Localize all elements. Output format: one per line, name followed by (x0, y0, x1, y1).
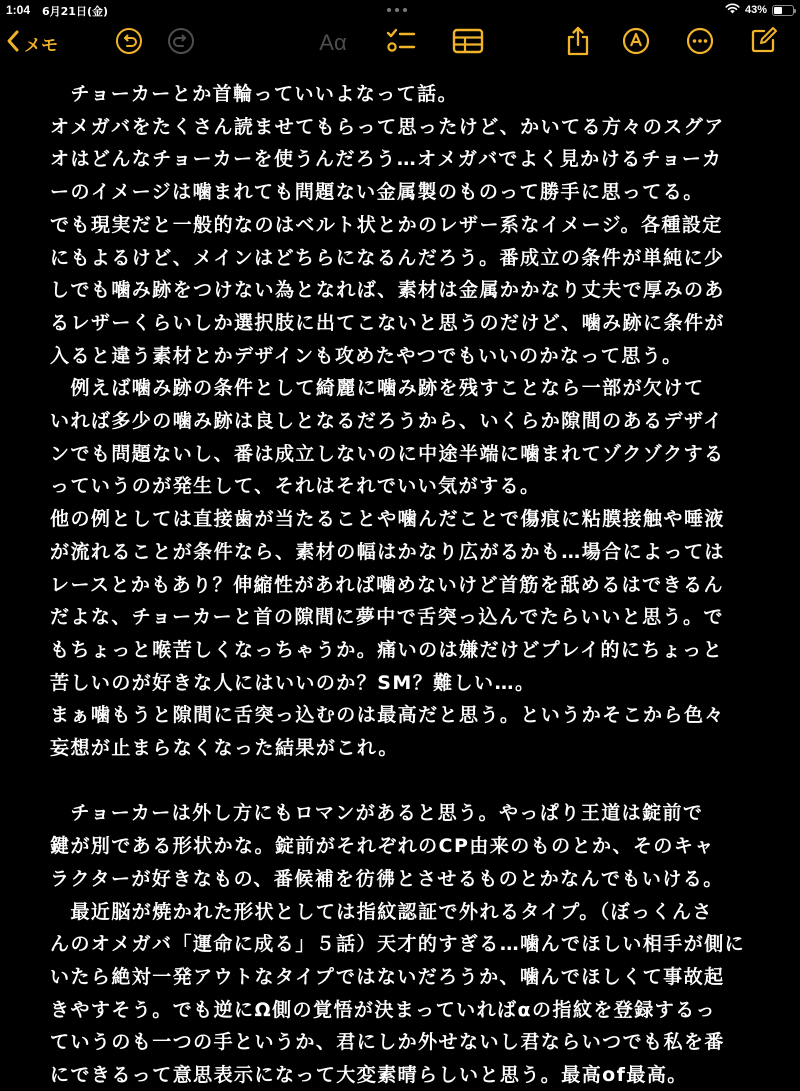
toolbar (0, 20, 800, 66)
multitasking-handle[interactable] (385, 1, 415, 13)
note-line: にできるって意思表示になって大変素晴らしいと思う。最高of最高。 (50, 1064, 688, 1086)
more-button[interactable] (684, 27, 716, 59)
note-line: いたら絶対一発アウトなタイプではないだろうか、噛んでほしくて事故起 (50, 965, 725, 988)
status-right (725, 3, 794, 17)
note-line: でも現実だと一般的なのはベルト状とかのレザー系なイメージ。各種設定 (50, 213, 723, 236)
note-line: んのオメガバ「運命に成る」５話）天才的すぎる…噛んでほしい相手が側に (50, 933, 746, 956)
note-line: チョーカーとか首輪っていいよなって話。 (50, 83, 459, 105)
note-line: チョーカーは外し方にもロマンがあると思う。やっぱり王道は錠前で (50, 802, 704, 825)
compose-button[interactable] (748, 26, 780, 58)
redo-button[interactable] (166, 28, 196, 58)
markup-icon (622, 27, 650, 59)
status-time: 1:04 (6, 3, 31, 17)
note-body[interactable] (0, 66, 800, 1086)
note-line (50, 765, 790, 797)
back-button[interactable] (6, 28, 58, 58)
note-line: しでも噛み跡をつけない為となれば、素材は金属かかなり丈夫で厚みのあ (50, 279, 725, 302)
note-line: オはどんなチョーカーを使うんだろう…オメガバでよく見かけるチョーカ (50, 148, 723, 171)
note-line: が流れることが条件なら、素材の幅はかなり広がるかも…場合によっては (50, 540, 725, 563)
table-button[interactable] (450, 26, 486, 60)
back-label: メモ (24, 35, 58, 56)
battery-icon (772, 5, 794, 16)
undo-icon (115, 27, 143, 59)
note-line: まぁ噛もうと隙間に舌突っ込むのは最高だと思う。というかそこから色々 (50, 704, 725, 727)
note-line: ラクターが好きなもの、番候補を彷彿とさせるものとかなんでもいける。 (50, 867, 724, 890)
note-line: きやすそう。でも逆にΩ側の覚悟が決まっていればαの指紋を登録するっ (50, 998, 717, 1021)
note-line: ていうのも一つの手というか、君にしか外せないし君ならいつでも私を番 (50, 1031, 725, 1054)
status-bar (0, 0, 800, 20)
note-line: 例えば噛み跡の条件として綺麗に噛み跡を残すことなら一部が欠けて (50, 377, 705, 400)
note-line: 最近脳が焼かれた形状としては指紋認証で外れるタイプ。（ぼっくんさ (50, 900, 713, 923)
markup-button[interactable] (620, 27, 652, 59)
compose-icon (750, 26, 778, 58)
more-icon (686, 27, 714, 59)
note-line: レースとかもあり？伸縮性があれば噛めないけど首筋を舐めるはできるん (50, 573, 724, 596)
undo-button[interactable] (114, 28, 144, 58)
note-line: ンでも問題ないし、番は成立しないのに中途半端に噛まれてゾクゾクする (50, 442, 725, 465)
redo-icon (167, 27, 195, 59)
format-label: Aα (319, 30, 347, 55)
note-line: にもよるけど、メインはどちらになるんだろう。番成立の条件が単純に少 (50, 246, 725, 269)
checklist-icon (386, 27, 416, 59)
note-line: るレザーくらいしか選択肢に出てこないと思うのだけど、噛み跡に条件が (50, 311, 725, 334)
battery-percent: 43% (744, 4, 767, 16)
format-button[interactable] (312, 28, 354, 58)
share-icon (565, 25, 591, 61)
note-line: ーのイメージは噛まれても問題ない金属製のものって勝手に思ってる。 (50, 181, 704, 204)
note-line: だよな、チョーカーと首の隙間に夢中で舌突っ込んでたらいいと思う。で (50, 606, 724, 629)
note-line: 苦しいのが好きな人にはいいのか？SM？難しい…。 (50, 671, 536, 694)
note-line: っていうのが発生して、それはそれでいい気がする。 (50, 475, 541, 498)
share-button[interactable] (562, 25, 594, 61)
battery-level (774, 7, 782, 14)
note-line: 他の例としては直接歯が当たることや噛んだことで傷痕に粘膜接触や唾液 (50, 508, 725, 531)
note-line: 鍵が別である形状かな。錠前がそれぞれのCP由来のものとか、そのキャ (50, 835, 715, 858)
note-line: もちょっと喉苦しくなっちゃうか。痛いのは嫌だけどプレイ的にちょっと (50, 638, 724, 661)
table-icon (452, 28, 484, 58)
checklist-button[interactable] (384, 26, 418, 60)
note-line: いれば多少の噛み跡は良しとなるだろうから、いくらか隙間のあるデザイ (50, 410, 724, 432)
wifi-icon (725, 3, 740, 17)
note-line: 入ると違う素材とかデザインも攻めたやつでもいいのかなって思う。 (50, 344, 683, 367)
note-line: オメガバをたくさん読ませてもらって思ったけど、かいてる方々のスグア (50, 115, 725, 138)
status-date: 6月21日(金) (42, 5, 109, 18)
chevron-left-icon (6, 30, 20, 56)
note-line: 妄想が止まらなくなった結果がこれ。 (50, 737, 399, 759)
